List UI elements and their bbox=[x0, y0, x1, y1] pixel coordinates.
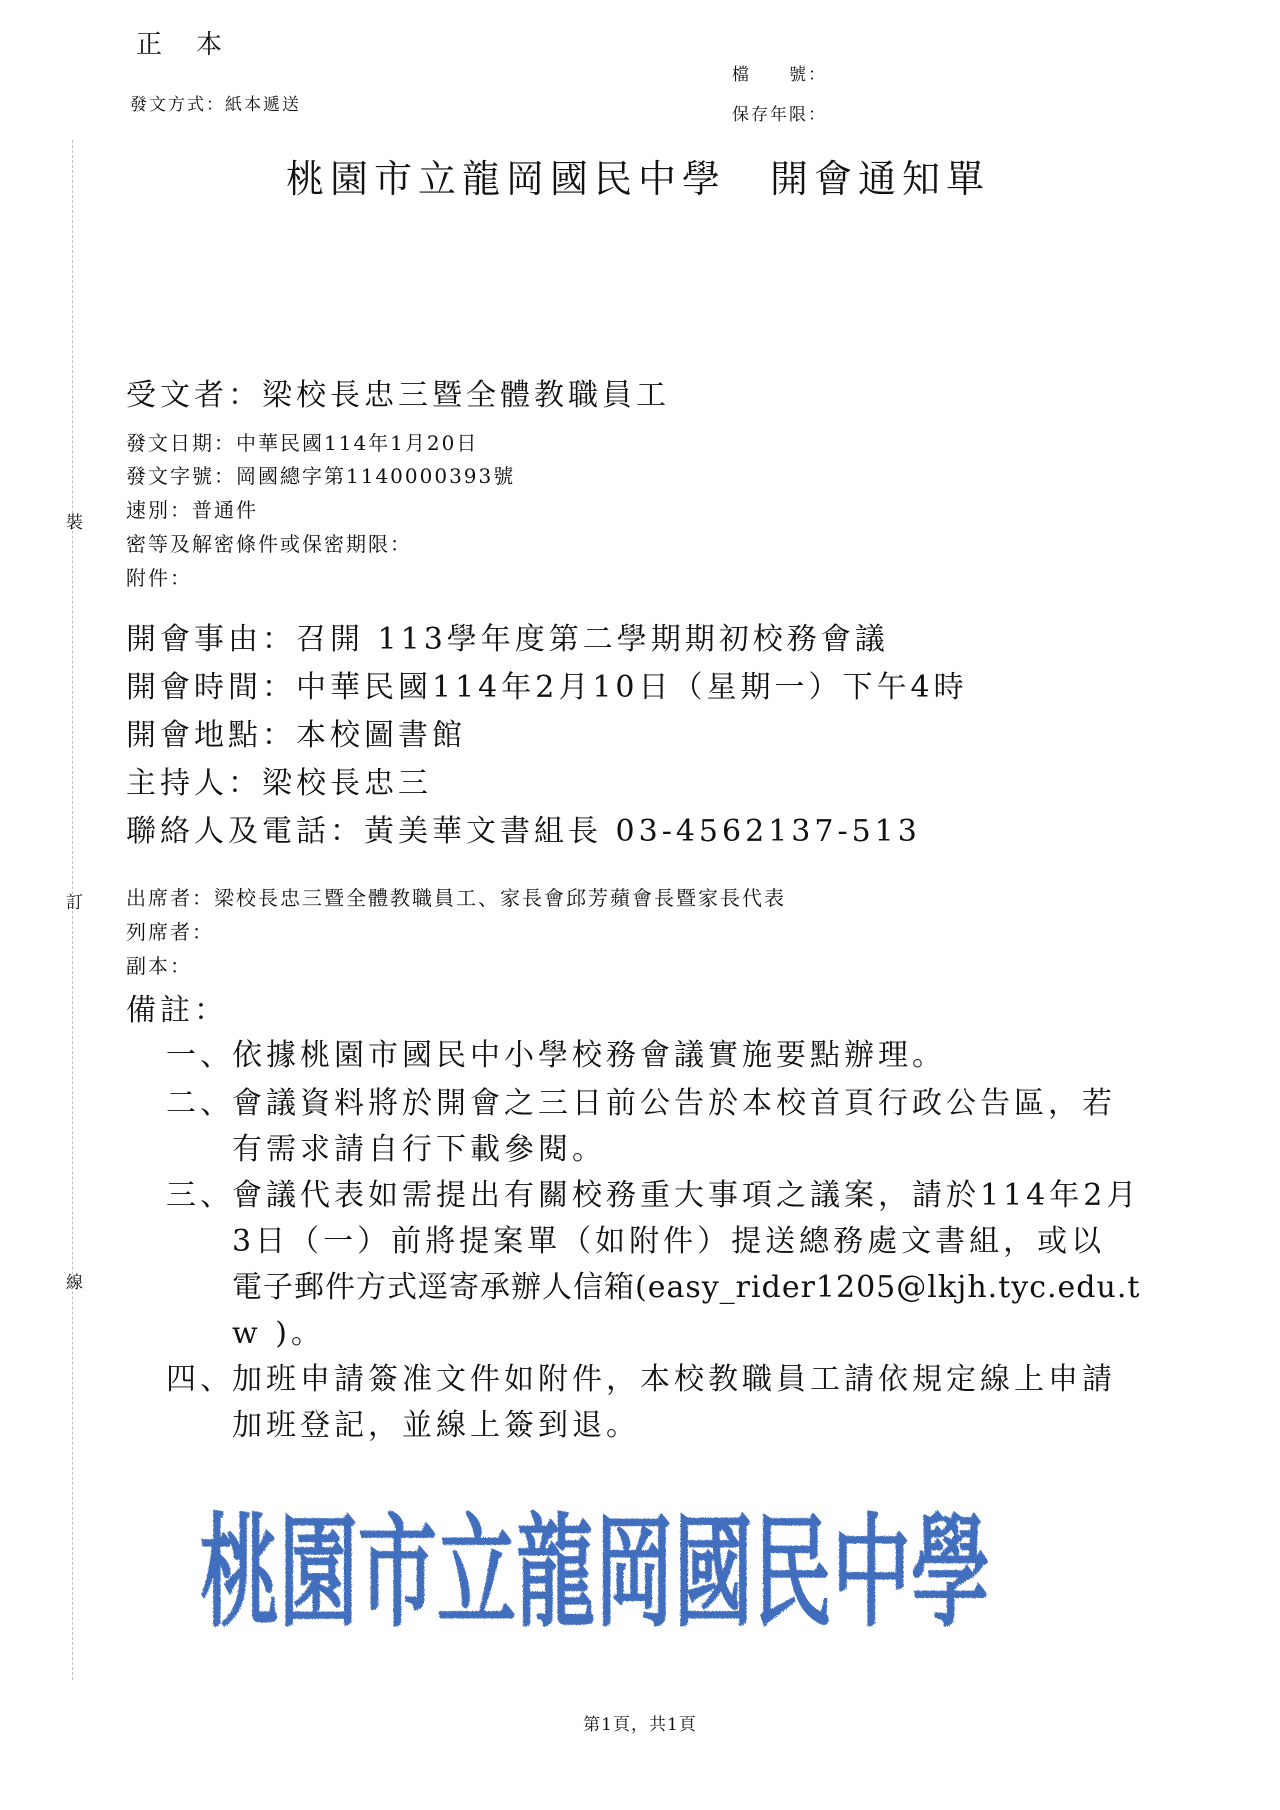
note-number: 四、 bbox=[166, 1362, 234, 1397]
retention-label: 保存年限： bbox=[732, 105, 827, 125]
meeting-time: 開會時間：中華民國114年2月10日（星期一）下午4時 bbox=[126, 670, 968, 705]
secrecy-level: 密等及解密條件或保密期限： bbox=[126, 532, 412, 556]
margin-mark-xian: 線 bbox=[66, 1273, 83, 1293]
meeting-host: 主持人：梁校長忠三 bbox=[126, 766, 432, 801]
delivery-speed: 速別：普通件 bbox=[126, 498, 258, 522]
issue-date: 發文日期：中華民國114年1月20日 bbox=[126, 431, 479, 455]
page-number: 第1頁，共1頁 bbox=[583, 1715, 697, 1735]
attendees-present: 出席者：梁校長忠三暨全體教職員工、家長會邱芳蘋會長暨家長代表 bbox=[126, 886, 786, 910]
file-number-label: 檔 號： bbox=[732, 65, 827, 85]
note-line: 依據桃園市國民中小學校務會議實施要點辦理。 bbox=[232, 1038, 946, 1073]
meeting-place: 開會地點：本校圖書館 bbox=[126, 718, 466, 753]
note-line: 會議資料將於開會之三日前公告於本校首頁行政公告區，若 bbox=[232, 1086, 1116, 1121]
document-number: 發文字號：岡國總字第1140000393號 bbox=[126, 464, 516, 488]
note-line: 有需求請自行下載參閱。 bbox=[232, 1132, 606, 1167]
margin-mark-zhuang: 裝 bbox=[66, 513, 83, 533]
margin-mark-ding: 訂 bbox=[66, 893, 83, 913]
note-line: w )。 bbox=[232, 1316, 325, 1351]
svg-text:桃園市立龍岡國民中學: 桃園市立龍岡國民中學 bbox=[200, 1500, 990, 1640]
school-seal-stamp bbox=[200, 1490, 1000, 1640]
notes-heading: 備註： bbox=[126, 993, 228, 1028]
note-line: 加班申請簽准文件如附件，本校教職員工請依規定線上申請 bbox=[232, 1362, 1116, 1397]
document-title: 桃園市立龍岡國民中學 開會通知單 bbox=[286, 157, 991, 201]
meeting-reason: 開會事由：召開 113學年度第二學期期初校務會議 bbox=[126, 622, 889, 657]
copy-type: 正 本 bbox=[136, 30, 227, 60]
note-number: 一、 bbox=[166, 1038, 234, 1073]
attachment-label: 附件： bbox=[126, 566, 192, 590]
note-line: 加班登記，並線上簽到退。 bbox=[232, 1408, 640, 1443]
note-line: 電子郵件方式逕寄承辦人信箱(easy_rider1205@lkjh.tyc.edu.t bbox=[232, 1270, 1141, 1305]
contact-person: 聯絡人及電話：黃美華文書組長 03-4562137-513 bbox=[126, 814, 921, 849]
note-number: 二、 bbox=[166, 1086, 234, 1121]
attendees-observers: 列席者： bbox=[126, 920, 214, 944]
note-line: 會議代表如需提出有關校務重大事項之議案，請於114年2月 bbox=[232, 1178, 1141, 1213]
delivery-method: 發文方式：紙本遞送 bbox=[130, 95, 301, 115]
recipient: 受文者：梁校長忠三暨全體教職員工 bbox=[126, 378, 670, 413]
note-line: 3日（一）前將提案單（如附件）提送總務處文書組，或以 bbox=[232, 1224, 1106, 1259]
note-number: 三、 bbox=[166, 1178, 234, 1213]
copies-to: 副本： bbox=[126, 954, 192, 978]
